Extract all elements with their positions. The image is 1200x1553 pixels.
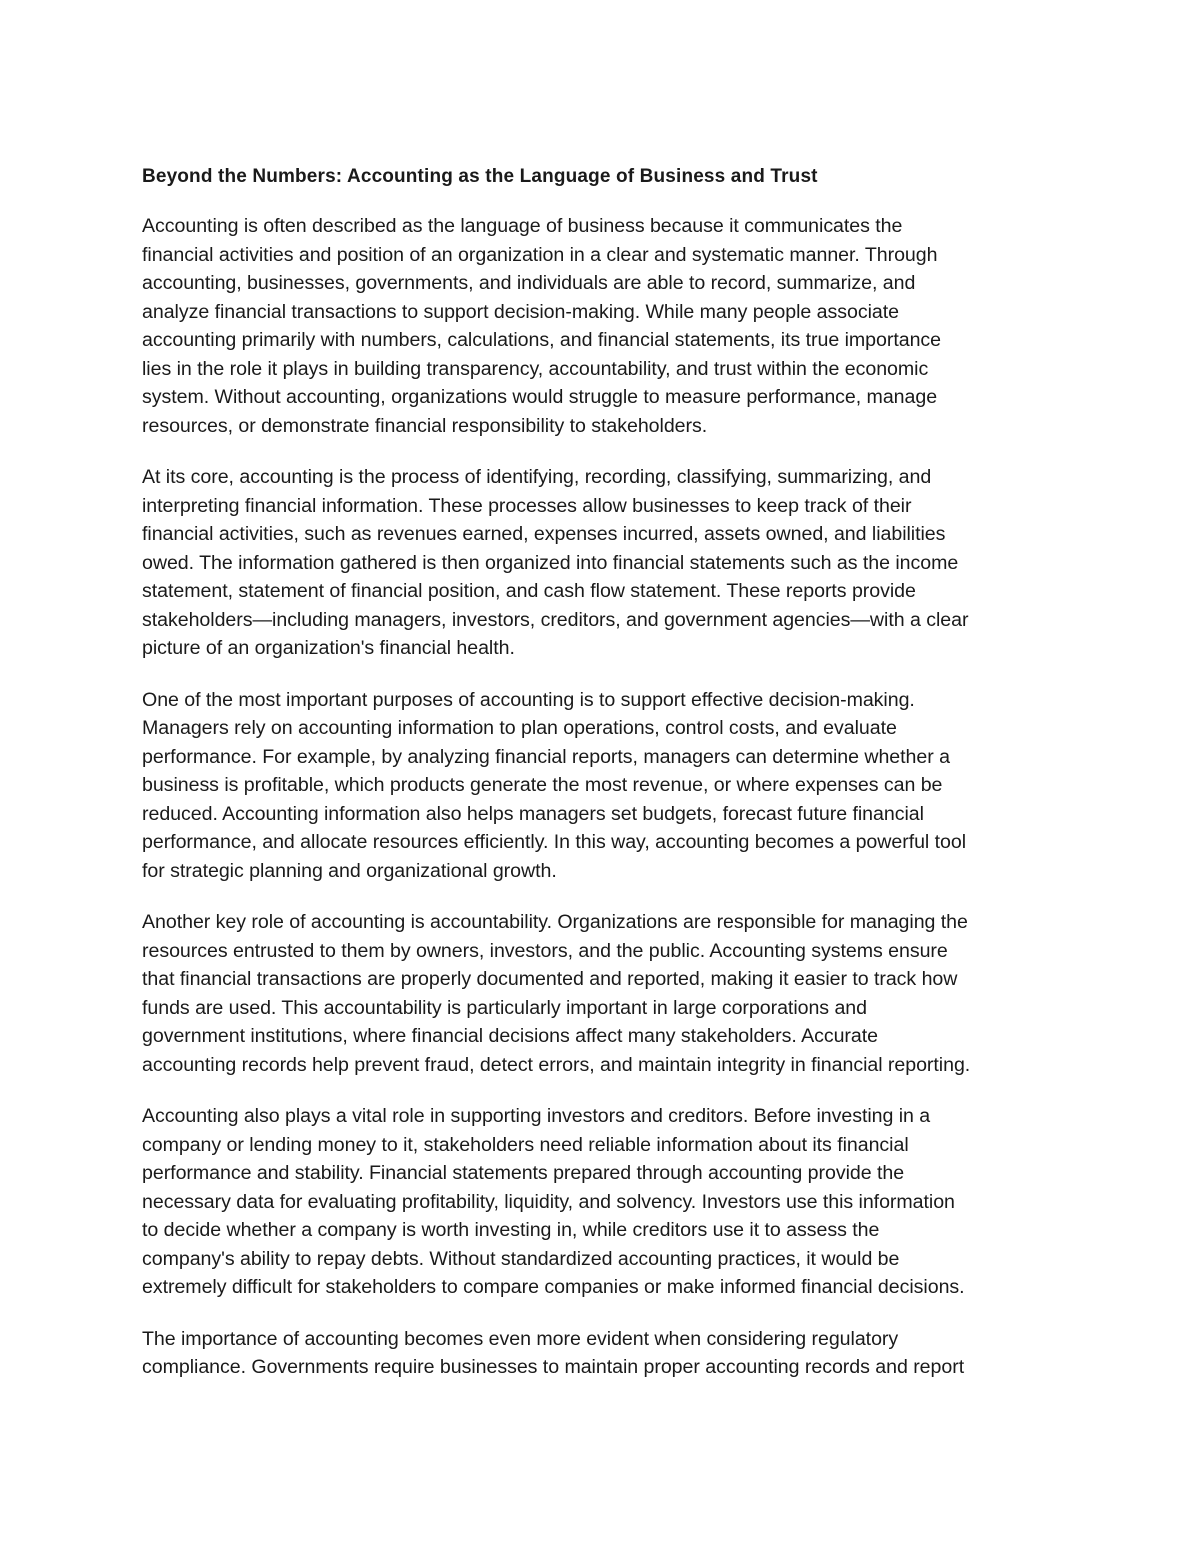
paragraph-line: interpreting financial information. These processes allow businesses to keep track of their bbox=[142, 494, 912, 517]
body-paragraph bbox=[142, 212, 1072, 440]
paragraph-line: picture of an organization's financial health. bbox=[142, 637, 515, 659]
document-body bbox=[142, 163, 1072, 1405]
paragraph-line: lies in the role it plays in building transparency, accountability, and trust within the economic bbox=[142, 357, 929, 380]
document-title: Beyond the Numbers: Accounting as the Language of Business and Trust bbox=[142, 166, 818, 187]
paragraph-line: system. Without accounting, organizations would struggle to measure performance, manage bbox=[142, 386, 938, 408]
body-paragraph bbox=[142, 908, 1072, 1079]
paragraph-line: statement, statement of financial position, and cash flow statement. These reports provide bbox=[142, 580, 916, 602]
paragraph-line: Accounting is often described as the language of business because it communicates the bbox=[142, 215, 903, 237]
paragraph-line: company's ability to repay debts. Without standardized accounting practices, it would be bbox=[142, 1247, 900, 1270]
paragraph-line: accounting, businesses, governments, and individuals are able to record, summarize, and bbox=[142, 272, 916, 294]
paragraph-line: extremely difficult for stakeholders to compare companies or make informed financial decisions. bbox=[142, 1276, 965, 1298]
paragraph-line: financial activities and position of an organization in a clear and systematic manner. Through bbox=[142, 243, 938, 266]
paragraph-list bbox=[142, 212, 1072, 1382]
paragraph-line: funds are used. This accountability is particularly important in large corporations and bbox=[142, 996, 867, 1019]
paragraph-line: to decide whether a company is worth investing in, while creditors use it to assess the bbox=[142, 1219, 880, 1241]
paragraph-line: accounting primarily with numbers, calculations, and financial statements, its true importance bbox=[142, 329, 942, 351]
paragraph-line: compliance. Governments require businesses to maintain proper accounting records and report bbox=[142, 1356, 965, 1378]
paragraph-line: financial activities, such as revenues earned, expenses incurred, assets owned, and liabilities bbox=[142, 523, 946, 545]
paragraph-line: performance and stability. Financial statements prepared through accounting provide the bbox=[142, 1162, 905, 1184]
paragraph-line: that financial transactions are properly documented and reported, making it easier to track how bbox=[142, 968, 958, 990]
body-paragraph bbox=[142, 1102, 1072, 1302]
paragraph-line: accounting records help prevent fraud, detect errors, and maintain integrity in financial reporting. bbox=[142, 1053, 971, 1076]
paragraph-line: At its core, accounting is the process of identifying, recording, classifying, summarizing, and bbox=[142, 466, 932, 488]
paragraph-line: performance. For example, by analyzing financial reports, managers can determine whether a bbox=[142, 745, 950, 768]
paragraph-line: for strategic planning and organizational growth. bbox=[142, 859, 557, 882]
paragraph-line: analyze financial transactions to support decision-making. While many people associate bbox=[142, 300, 899, 323]
body-paragraph bbox=[142, 463, 1072, 663]
paragraph-line: necessary data for evaluating profitability, liquidity, and solvency. Investors use this information bbox=[142, 1190, 955, 1213]
paragraph-line: reduced. Accounting information also helps managers set budgets, forecast future financial bbox=[142, 802, 924, 825]
paragraph-line: Accounting also plays a vital role in supporting investors and creditors. Before investing in a bbox=[142, 1105, 931, 1127]
paragraph-line: performance, and allocate resources efficiently. In this way, accounting becomes a powerful tool bbox=[142, 831, 967, 853]
paragraph-line: The importance of accounting becomes even more evident when considering regulatory bbox=[142, 1327, 899, 1350]
paragraph-line: One of the most important purposes of accounting is to support effective decision-making. bbox=[142, 688, 915, 711]
paragraph-line: company or lending money to it, stakeholders need reliable information about its financial bbox=[142, 1133, 909, 1156]
body-paragraph bbox=[142, 1325, 1072, 1382]
paragraph-line: resources entrusted to them by owners, investors, and the public. Accounting systems ensure bbox=[142, 939, 948, 962]
paragraph-line: resources, or demonstrate financial responsibility to stakeholders. bbox=[142, 414, 708, 437]
paragraph-line: stakeholders—including managers, investors, creditors, and government agencies—with a clear bbox=[142, 608, 969, 631]
paragraph-line: Another key role of accounting is accountability. Organizations are responsible for managing the bbox=[142, 911, 968, 933]
paragraph-line: owed. The information gathered is then organized into financial statements such as the income bbox=[142, 551, 959, 574]
paragraph-line: business is profitable, which products generate the most revenue, or where expenses can be bbox=[142, 774, 943, 796]
paragraph-line: government institutions, where financial decisions affect many stakeholders. Accurate bbox=[142, 1025, 878, 1047]
paragraph-line: Managers rely on accounting information to plan operations, control costs, and evaluate bbox=[142, 717, 897, 739]
body-paragraph bbox=[142, 686, 1072, 886]
